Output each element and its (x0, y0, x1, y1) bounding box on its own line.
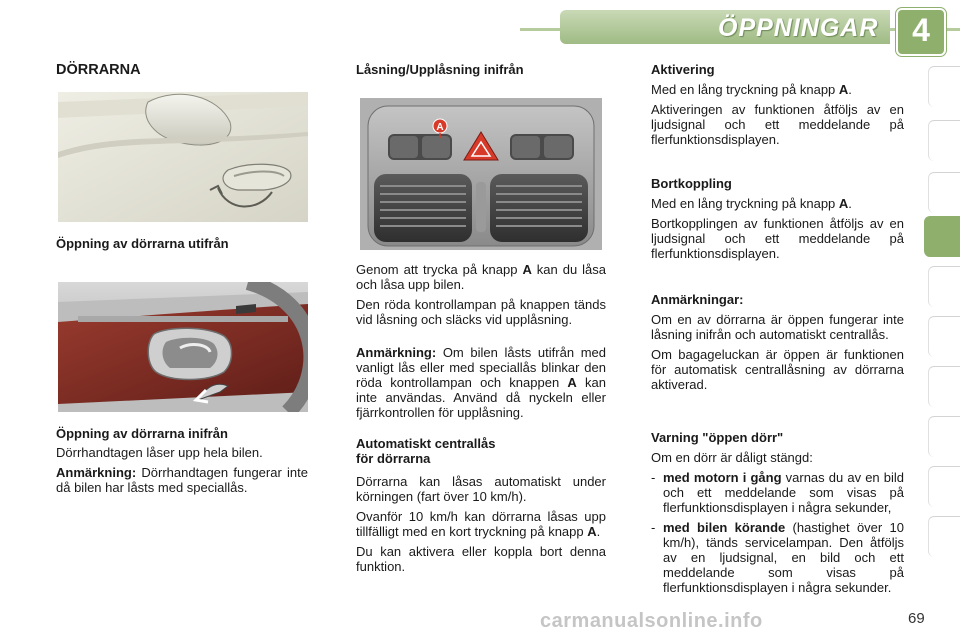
warning-bullet-1 (651, 470, 904, 515)
chapter-tab-10[interactable] (928, 516, 960, 557)
warning-bullet-2 (651, 520, 904, 595)
chapter-tab-4-active[interactable] (924, 216, 960, 257)
auto-lock-heading-2: för dörrarna (356, 451, 431, 466)
middle-note-c: kan inte användas. Använd då nyckeln eller fjärrkontrollen för upplåsning. (356, 375, 606, 420)
activate-p1a: Med en lång tryckning på knapp (651, 82, 839, 97)
middle-note-b: A (567, 375, 577, 390)
middle-paragraph-2: Den röda kontrollampan på knappen tänds vid låsning och släcks vid upplåsning. (356, 297, 606, 327)
chapter-tab-7[interactable] (928, 366, 960, 407)
left-note-label: Anmärkning: (56, 465, 137, 480)
chapter-tab-1[interactable] (928, 66, 960, 107)
caption-outside: Öppning av dörrarna utifrån (56, 236, 229, 251)
deactivate-paragraph-1 (651, 196, 904, 211)
activate-p1b: A (838, 82, 849, 97)
chapter-tab-rail (928, 66, 960, 586)
bullet1-bold: med motorn i gång (663, 470, 782, 485)
warning-paragraph-1: Om en dörr är dåligt stängd: (651, 450, 813, 465)
middle-note-a: Om bilen låsts utifrån med vanligt lås eller med speciallås blinkar den röda kontrollampan och knappen (356, 345, 606, 390)
deactivate-heading: Bortkoppling (651, 176, 732, 191)
chapter-title: ÖPPNINGAR (718, 14, 879, 42)
inside-handle-drawing (58, 282, 308, 412)
auto-lock-heading-1: Automatiskt centrallås (356, 436, 496, 451)
console-button-illustration (360, 98, 602, 250)
deactivate-p1a: Med en lång tryckning på knapp (651, 196, 839, 211)
middle-p4a: Ovanför 10 km/h kan dörrarna låsas upp tillfälligt med en kort tryckning på knapp (356, 509, 606, 539)
chapter-tab-6[interactable] (928, 316, 960, 357)
middle-text-block (356, 262, 606, 579)
chapter-tab-9[interactable] (928, 466, 960, 507)
middle-note-label: Anmärkning: (356, 345, 437, 360)
bullet-dash: - (651, 470, 656, 485)
bullet2-text: (hastighet över 10 km/h), tänds servicelampan. Den åtföljs av en ljudsignal, en bild och ett meddelande som visas på flerfunktionsdisplayen i några sekunder. (663, 520, 904, 595)
middle-heading-block (356, 62, 606, 82)
middle-paragraph-3: Dörrarna kan låsas automatiskt under körningen (fart över 10 km/h). (356, 474, 606, 504)
bullet-dash: - (651, 520, 656, 535)
chapter-badge (896, 8, 946, 56)
middle-paragraph-4 (356, 509, 606, 539)
chapter-tab-8[interactable] (928, 416, 960, 457)
warning-heading: Varning "öppen dörr" (651, 430, 784, 445)
chapter-number: 4 (912, 12, 930, 48)
caption-outside-block (56, 236, 308, 256)
middle-p1a: Genom att trycka på knapp (356, 262, 523, 277)
right-deactivate-block (651, 176, 904, 266)
section-title: DÖRRARNA (56, 62, 141, 78)
middle-p4b: A (587, 524, 597, 539)
activate-p1c: . (848, 82, 852, 97)
right-warning-block (651, 430, 904, 600)
left-note-text: Dörrhandtagen fungerar inte då bilen har låsts med speciallås. (56, 465, 308, 495)
button-a-label: A (436, 122, 444, 133)
deactivate-p1c: . (848, 196, 852, 211)
chapter-tab-5[interactable] (928, 266, 960, 307)
middle-paragraph-1 (356, 262, 606, 292)
watermark: carmanualsonline.info (540, 610, 763, 632)
right-activate-block (651, 62, 904, 152)
lock-unlock-heading: Låsning/Upplåsning inifrån (356, 62, 524, 77)
outside-door-handle-illustration (58, 92, 308, 222)
chapter-tab-3[interactable] (928, 172, 960, 213)
page-header (0, 0, 960, 56)
middle-note (356, 345, 606, 420)
right-notes-block (651, 292, 904, 397)
activate-paragraph-1 (651, 82, 904, 97)
middle-p4c: . (596, 524, 601, 539)
middle-p1b: A (522, 262, 532, 277)
left-text-block (56, 426, 308, 500)
console-drawing (360, 98, 602, 250)
caption-inside: Öppning av dörrarna inifrån (56, 426, 228, 441)
notes-paragraph-1: Om en av dörrarna är öppen fungerar inte låsning inifrån och automatiskt centrallås. (651, 312, 904, 342)
bullet2-bold: med bilen körande (663, 520, 786, 535)
middle-p1c: kan du låsa och låsa upp bilen. (356, 262, 606, 292)
chapter-tab-2[interactable] (928, 120, 960, 161)
left-note (56, 465, 308, 495)
outside-handle-drawing (58, 92, 308, 222)
deactivate-paragraph-2: Bortkopplingen av funktionen åtföljs av en ljudsignal och ett meddelande på flerfunktionsdisplayen. (651, 216, 904, 261)
bullet1-text: varnas du av en bild och ett meddelande som visas på flerfunktionsdisplayen i några sekunder, (663, 470, 904, 515)
notes-paragraph-2: Om bagageluckan är öppen är funktionen för automatisk centrallåsning av dörrarna aktiverad. (651, 347, 904, 392)
notes-heading: Anmärkningar: (651, 292, 744, 307)
activate-heading: Aktivering (651, 62, 715, 77)
middle-paragraph-5: Du kan aktivera eller koppla bort denna funktion. (356, 544, 606, 574)
activate-paragraph-2: Aktiveringen av funktionen åtföljs av en ljudsignal och ett meddelande på flerfunktionsdisplayen. (651, 102, 904, 147)
page-number: 69 (908, 610, 925, 627)
left-paragraph-1: Dörrhandtagen låser upp hela bilen. (56, 445, 263, 460)
deactivate-p1b: A (838, 196, 849, 211)
inside-door-handle-illustration (58, 282, 308, 412)
